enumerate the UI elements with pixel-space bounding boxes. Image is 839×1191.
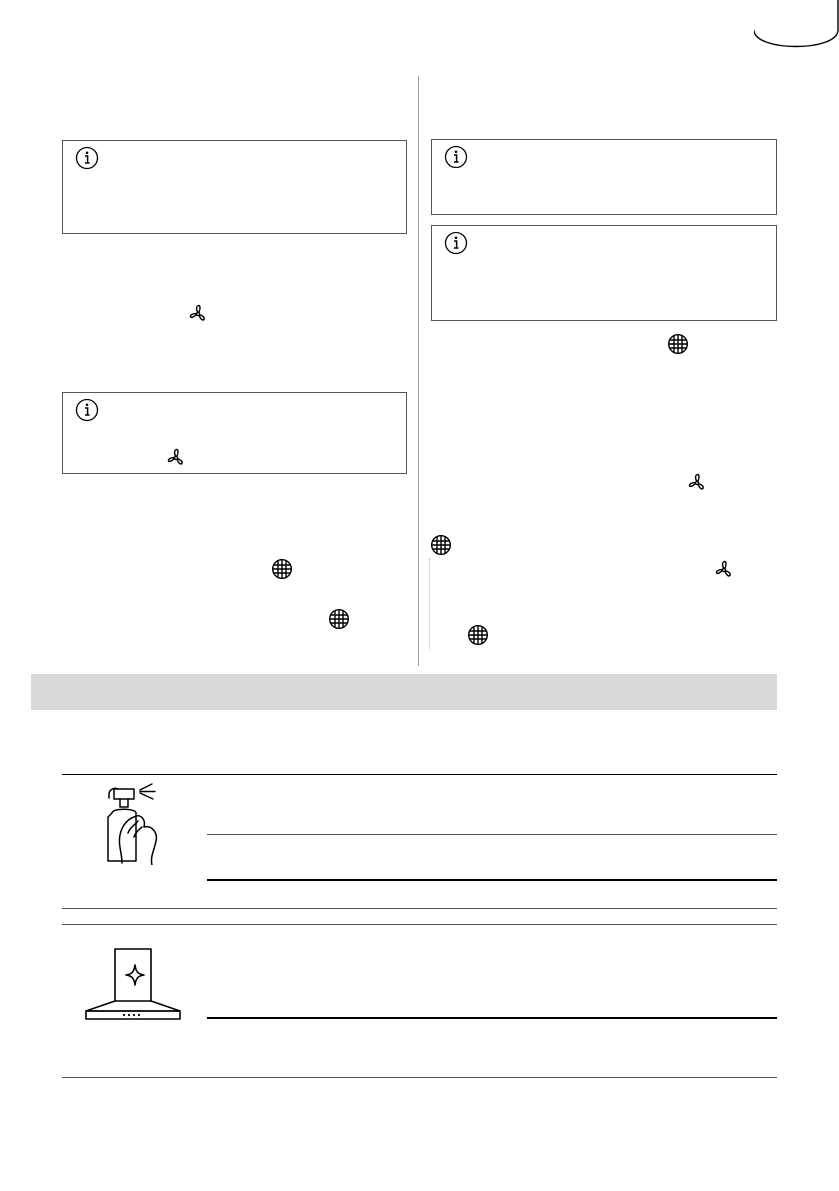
filter-grid-icon	[328, 608, 350, 630]
page-corner-mark	[754, 0, 839, 50]
info-note-box	[62, 392, 407, 474]
cooker-hood-icon	[84, 948, 182, 1022]
table-rule	[207, 1017, 777, 1019]
fan-icon	[713, 559, 735, 581]
info-note-box	[431, 139, 777, 215]
filter-grid-icon	[430, 534, 452, 556]
filter-grid-icon	[271, 558, 293, 580]
filter-grid-icon	[467, 624, 489, 646]
section-heading-bar	[31, 674, 777, 710]
column-divider	[418, 76, 419, 666]
table-rule	[207, 879, 777, 881]
fan-icon	[165, 447, 187, 469]
spray-cloth-icon	[100, 781, 162, 865]
fan-icon	[187, 303, 209, 325]
filter-grid-icon	[667, 333, 689, 355]
info-icon	[444, 145, 468, 169]
info-icon	[75, 146, 99, 170]
table-rule	[62, 924, 777, 925]
info-note-box	[62, 140, 407, 234]
fan-icon	[686, 472, 708, 494]
text-divider	[429, 558, 430, 650]
info-icon	[75, 398, 99, 422]
info-icon	[444, 231, 468, 255]
table-rule	[62, 908, 777, 909]
info-note-box	[431, 225, 777, 321]
table-rule	[62, 774, 777, 775]
table-rule	[207, 834, 777, 835]
table-rule	[62, 1077, 777, 1078]
